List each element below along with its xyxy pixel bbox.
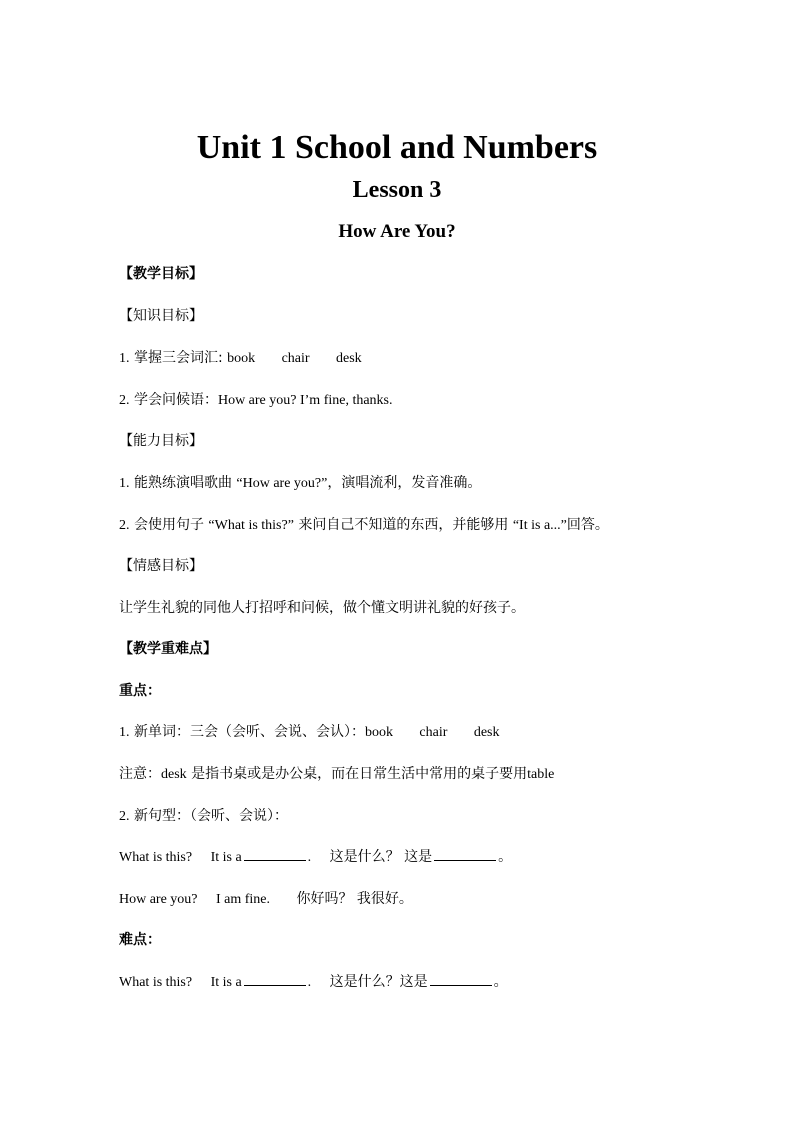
- item-text-end: ，演唱流利，发音准确。: [327, 475, 482, 491]
- answer-text: I am fine.: [215, 892, 271, 907]
- chinese-translation: 这是什么？ 这是: [329, 849, 433, 865]
- note-word-table: table: [527, 767, 555, 782]
- sentence-pattern-2: [119, 889, 754, 910]
- word-book: book: [227, 351, 256, 366]
- answer-text: It is a: [210, 850, 242, 865]
- word-book: book: [364, 725, 393, 740]
- word-desk: desk: [336, 351, 362, 366]
- question-text: What is this?: [119, 975, 193, 990]
- word-chair: chair: [419, 725, 448, 740]
- word-chair: chair: [281, 351, 310, 366]
- item-text: 新单词：三会（会听、会说、会认）：: [133, 724, 365, 740]
- word-desk: desk: [473, 725, 500, 740]
- key-points-heading: 重点：: [119, 683, 161, 699]
- question-text: What is this?: [119, 850, 193, 865]
- knowledge-item-2: [119, 390, 754, 411]
- item-text: 能熟练演唱歌曲: [133, 475, 232, 491]
- lesson-number: Lesson 3: [352, 177, 442, 203]
- answer-phrase: “It is a...”: [512, 518, 567, 533]
- answer-blank: [244, 847, 306, 861]
- item-number: 2.: [119, 809, 130, 824]
- note-word-desk: desk: [161, 767, 187, 782]
- translation-blank: [434, 847, 496, 861]
- item-text: 新句型：（会听、会说）：: [133, 808, 288, 824]
- item-number: 1.: [119, 476, 130, 491]
- item-text: 会使用句子: [133, 517, 204, 533]
- ability-goals-heading: 【能力目标】: [119, 433, 203, 449]
- question-text: How are you?: [119, 892, 198, 907]
- answer-text: It is a: [210, 975, 242, 990]
- item-number: 2.: [119, 393, 130, 408]
- translation-blank: [430, 972, 492, 986]
- song-title: “How are you?”: [236, 476, 328, 491]
- knowledge-item-1: [119, 348, 754, 369]
- note-line: [119, 764, 754, 785]
- item-number: 2.: [119, 518, 130, 533]
- chinese-translation: 这是什么？这是: [329, 974, 428, 990]
- answer-blank: [244, 972, 306, 986]
- lesson-title: How Are You?: [338, 221, 456, 242]
- key-difficult-heading: 【教学重难点】: [119, 641, 217, 657]
- item-number: 1.: [119, 351, 130, 366]
- emotion-goals-heading: 【情感目标】: [119, 558, 203, 574]
- key-point-1: [119, 722, 754, 743]
- sentence-end: 。: [498, 849, 513, 865]
- difficult-points-heading: 难点：: [119, 932, 161, 948]
- question-phrase: “What is this?”: [208, 518, 294, 533]
- teaching-goals-heading: 【教学目标】: [119, 266, 203, 282]
- chinese-translation: 你好吗？ 我很好。: [296, 891, 413, 907]
- sentence-end: 。: [493, 974, 508, 990]
- emotion-text: 让学生礼貌的同他人打招呼和问候，做个懂文明讲礼貌的好孩子。: [119, 600, 525, 616]
- item-text: 掌握三会词汇:: [133, 350, 223, 366]
- note-label: 注意：: [119, 766, 161, 782]
- knowledge-goals-heading: 【知识目标】: [119, 308, 203, 324]
- note-text: 是指书桌或是办公桌，而在日常生活中常用的桌子要用: [191, 766, 528, 782]
- greeting-phrase: How are you? I’m fine, thanks.: [217, 393, 393, 408]
- item-text: 学会问候语：: [133, 392, 218, 408]
- difficult-sentence: What is this? It is a . 这是什么？这是 。: [119, 974, 508, 990]
- unit-title: Unit 1 School and Numbers: [196, 129, 598, 166]
- key-point-2: [119, 806, 754, 827]
- item-text-end: 回答。: [566, 517, 609, 533]
- ability-item-2: [119, 515, 754, 536]
- ability-item-1: [119, 473, 754, 494]
- sentence-pattern-1: What is this? It is a . 这是什么？ 这是 。: [119, 849, 513, 865]
- item-number: 1.: [119, 725, 130, 740]
- item-text-mid: 来问自己不知道的东西，并能够用: [298, 517, 509, 533]
